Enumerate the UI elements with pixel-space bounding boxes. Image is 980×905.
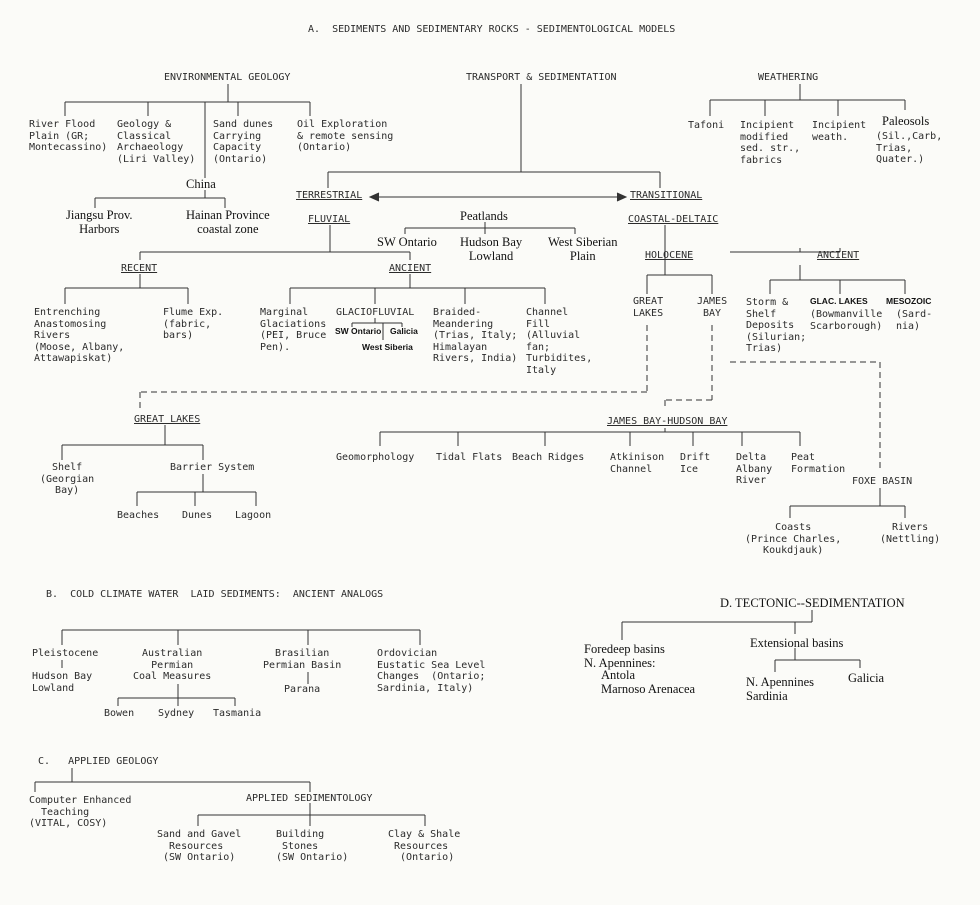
jbhb-heading: JAMES BAY-HUDSON BAY — [607, 416, 728, 427]
marginal-glaciations: Marginal Glaciations (PEI, Bruce Pen). — [260, 307, 327, 353]
jb-tidal-flats: Tidal Flats — [436, 452, 503, 463]
d-galicia: Galicia — [848, 671, 885, 685]
foxe-basin-label: FOXE BASIN — [852, 476, 913, 487]
jb-drift-ice: Drift Ice — [680, 452, 711, 475]
great-lakes-heading: GREAT LAKES — [134, 414, 201, 425]
shelf-georgian-bay: Shelf (Georgian Bay) — [40, 462, 95, 496]
great-lakes-small: GREAT LAKES — [633, 296, 664, 319]
bowmanville-label: (Bowmanville Scarborough) — [810, 309, 883, 332]
weath-item-tafoni: Tafoni — [688, 120, 725, 131]
sardinia-fragment: (Sard- nia) — [896, 309, 933, 332]
china-label: China — [186, 177, 216, 191]
paleosols-detail: (Sil.,Carb, Trias, Quater.) — [876, 131, 943, 165]
d-foredeep: Foredeep basins N. Apennines: — [584, 642, 665, 670]
weathering-heading: WEATHERING — [758, 72, 819, 83]
hainan-label: Hainan Province coastal zone — [186, 208, 270, 236]
transitional-label: TRANSITIONAL — [630, 190, 703, 201]
fluvial-label: FLUVIAL — [308, 214, 351, 225]
section-a-title: A. SEDIMENTS AND SEDIMENTARY ROCKS - SEDIMENTOLOGICAL MODELS — [308, 24, 676, 35]
flume-exp: Flume Exp. (fabric, bars) — [163, 307, 224, 341]
glaciofluvial-label: GLACIOFLUVIAL — [336, 307, 415, 318]
mesozoic-label: MESOZOIC — [886, 296, 932, 306]
jb-delta-albany: Delta Albany River — [736, 452, 773, 486]
entrenching-rivers: Entrenching Anastomosing Rivers (Moose, Albany, Attawapiskat) — [34, 307, 125, 364]
b-parana: Parana — [284, 684, 321, 695]
b-hudson-lowland: Hudson Bay Lowland — [32, 671, 93, 694]
james-bay-small: JAMES BAY — [697, 296, 728, 319]
b-brasilian: Brasilian Permian Basin — [263, 648, 342, 671]
d-napennines: N. Apennines Sardinia — [746, 675, 815, 703]
weath-item-incipient-weath: Incipient weath. — [812, 120, 867, 143]
env-item-oil: Oil Exploration & remote sensing (Ontario) — [297, 119, 394, 153]
jb-peat-formation: Peat Formation — [791, 452, 846, 475]
weath-item-incipient-modified: Incipient modified sed. str., fabrics — [740, 120, 801, 166]
ancient-coastal-label: ANCIENT — [817, 250, 860, 261]
jb-geomorphology: Geomorphology — [336, 452, 415, 463]
b-bowen: Bowen — [104, 708, 135, 719]
lagoon-label: Lagoon — [235, 510, 272, 521]
b-pleistocene: Pleistocene — [32, 648, 99, 659]
c-sand-gavel: Sand and Gavel Resources (SW Ontario) — [157, 829, 242, 863]
section-c-title: C. APPLIED GEOLOGY — [38, 756, 159, 767]
env-item-sand-dunes: Sand dunes Carrying Capacity (Ontario) — [213, 119, 274, 165]
gf-sw-ontario: SW Ontario — [335, 326, 382, 336]
c-computer-teaching: Computer Enhanced Teaching (VITAL, COSY) — [29, 795, 132, 829]
b-tasmania: Tasmania — [213, 708, 262, 719]
storm-shelf-deposits: Storm & Shelf Deposits (Silurian; Trias) — [746, 297, 807, 354]
section-b-title: B. COLD CLIMATE WATER LAID SEDIMENTS: ANCIENT ANALOGS — [46, 589, 384, 600]
jiangsu-label: Jiangsu Prov. Harbors — [66, 208, 133, 236]
peatlands-label: Peatlands — [460, 209, 508, 223]
b-australian: Australian Permian Coal Measures — [133, 648, 212, 682]
dunes-label: Dunes — [182, 510, 213, 521]
transport-sedimentation-heading: TRANSPORT & SEDIMENTATION — [466, 72, 617, 83]
channel-fill: Channel Fill (Alluvial fan; Turbidites, Italy — [526, 307, 593, 376]
section-d-title: D. TECTONIC--SEDIMENTATION — [720, 596, 905, 610]
environmental-geology-heading: ENVIRONMENTAL GEOLOGY — [164, 72, 291, 83]
holocene-label: HOLOCENE — [645, 250, 694, 261]
d-extensional: Extensional basins — [750, 636, 844, 650]
b-sydney: Sydney — [158, 708, 195, 719]
glac-lakes-label: GLAC. LAKES — [810, 296, 868, 306]
recent-label: RECENT — [121, 263, 158, 274]
env-item-archaeology: Geology & Classical Archaeology (Liri Valley) — [117, 119, 196, 165]
braided-meandering: Braided- Meandering (Trias, Italy; Himalayan Rivers, India) — [433, 307, 518, 364]
peat-sw-ontario: SW Ontario — [377, 235, 437, 249]
foxe-coasts: Coasts (Prince Charles, Koukdjauk) — [745, 522, 842, 556]
b-ordovician: Ordovician Eustatic Sea Level Changes (Ontario; Sardinia, Italy) — [377, 648, 486, 694]
ancient-fluvial-label: ANCIENT — [389, 263, 432, 274]
c-clay-shale: Clay & Shale Resources (Ontario) — [388, 829, 461, 863]
d-antola: Antola Marnoso Arenacea — [601, 668, 696, 696]
barrier-system: Barrier System — [170, 462, 255, 473]
jb-atkinison-channel: Atkinison Channel — [610, 452, 665, 475]
coastal-deltaic-label: COASTAL-DELTAIC — [628, 214, 719, 225]
peat-west-siberian: West Siberian Plain — [548, 235, 618, 263]
terrestrial-label: TERRESTRIAL — [296, 190, 363, 201]
gf-west-siberia: West Siberia — [362, 342, 413, 352]
c-applied-sedimentology: APPLIED SEDIMENTOLOGY — [246, 793, 373, 804]
c-building-stones: Building Stones (SW Ontario) — [276, 829, 349, 863]
env-item-river-flood: River Flood Plain (GR; Montecassino) — [29, 119, 108, 153]
foxe-rivers: Rivers (Nettling) — [880, 522, 941, 545]
peat-hudson-lowland: Hudson Bay Lowland — [460, 235, 523, 263]
gf-galicia: Galicia — [390, 326, 418, 336]
jb-beach-ridges: Beach Ridges — [512, 452, 585, 463]
paleosols-label: Paleosols — [882, 114, 930, 128]
beaches-label: Beaches — [117, 510, 160, 521]
